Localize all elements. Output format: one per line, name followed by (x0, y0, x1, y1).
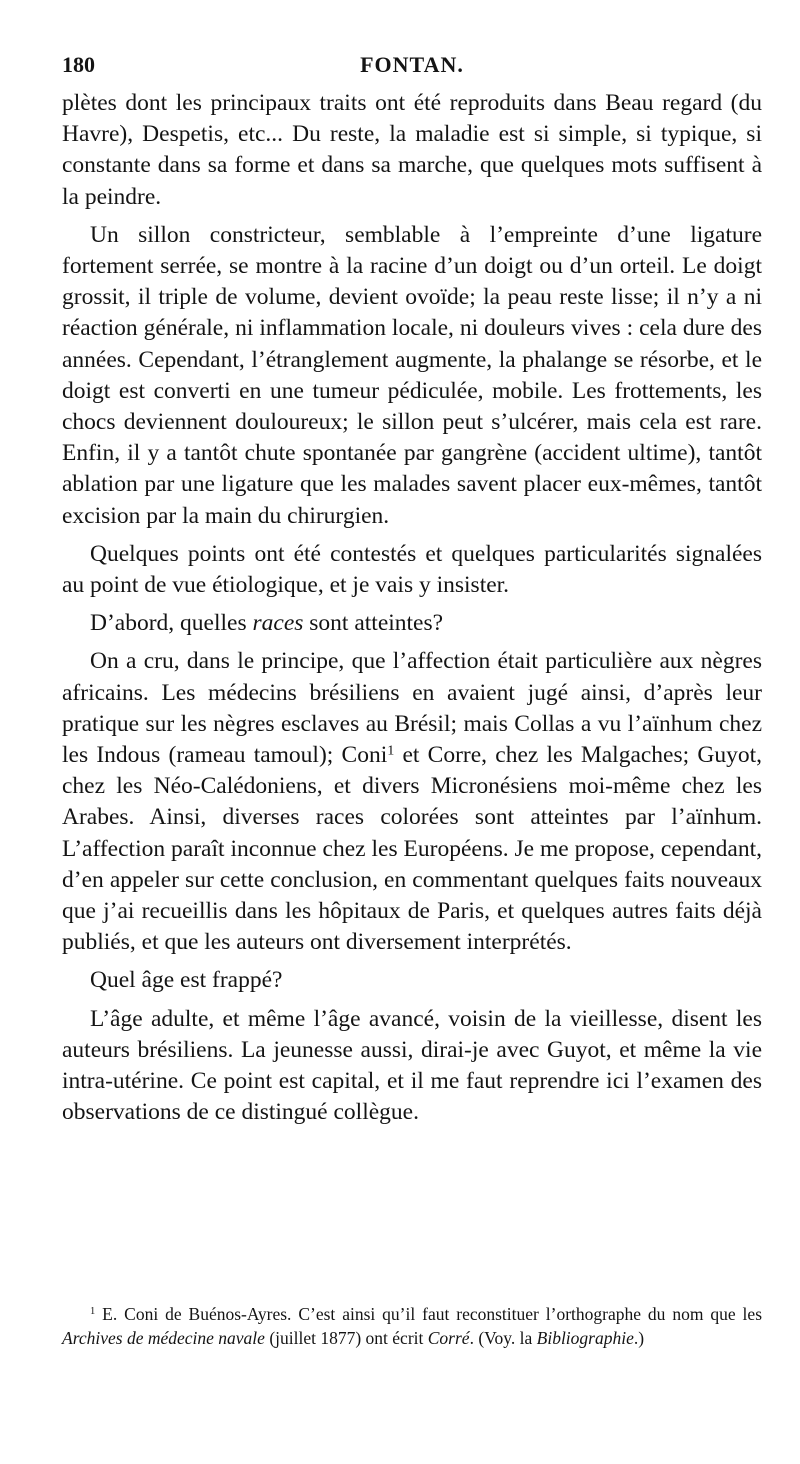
paragraph (62, 965, 762, 996)
text-run: Quel âge est frappé? (90, 967, 283, 994)
text-run: L’âge adulte, et même l’âge avancé, voisin de la vieillesse, disent les auteurs brésiliens. La jeunesse aussi, dirai-je avec Guyot, et même la vie intra-utérine. Ce point est capital, et il me faut reprendre ici l’examen des observations de ce distingué collègue. (62, 1005, 762, 1126)
text-run: et Corre, chez les Malgaches; Guyot, chez les Néo-Calédoniens, et divers Micronésiens moi-même chez les Arabes. Ainsi, diverses races colorées sont atteintes par l’aïnhum. L’affection paraît inconnue chez les Européens. Je me propose, cependant, d’en appeler sur cette conclusion, en commentant quelques faits nouveaux que j’ai recueillis dans les hôpitaux de Paris, et quelques autres faits déjà publiés, et que les auteurs ont diversement interprétés. (62, 742, 762, 956)
text-run: .) (633, 1328, 645, 1348)
body-text (62, 88, 762, 1129)
italic-text: races (252, 610, 304, 637)
text-run: On a cru, dans le principe, que l’affection était particulière aux nègres africains. Les médecins brésiliens en avaient jugé ainsi, d’après leur pratique sur les nègres esclaves au Brésil; mais Collas a vu l’aïnhum chez les Indous (rameau tamoul); Coni (62, 648, 762, 769)
page-number: 180 (62, 52, 95, 77)
page-header (62, 52, 762, 82)
text-run: . (Voy. la (469, 1328, 537, 1348)
text-run: Quelques points ont été contestés et quelques particularités signalées au point de vue étiologique, et je vais y insister. (62, 540, 762, 599)
text-run: E. Coni de Buénos-Ayres. C’est ainsi qu’il faut reconstituer l’orthographe du nom que les (95, 1304, 762, 1324)
text-run: (juillet 1877) ont écrit (264, 1328, 428, 1348)
paragraph (62, 88, 762, 213)
text-run: Un sillon constricteur, semblable à l’empreinte d’une ligature fortement serrée, se montre à la racine d’un doigt ou d’un orteil. Le doigt grossit, il triple de volume, devient ovoïde; la peau reste lisse; il n’y a ni réaction générale, ni inflammation locale, ni douleurs vives : cela dure des années. Cependant, l’étranglement augmente, la phalange se résorbe, et le doigt est converti en une tumeur pédiculée, mobile. Les frottements, les chocs deviennent douloureux; le sillon peut s’ulcérer, mais cela est rare. Enfin, il y a tantôt chute spontanée par gangrène (accident ultime), tantôt ablation par une ligature que les malades savent placer eux-mêmes, tantôt excision par la main du chirurgien. (62, 221, 762, 529)
footnotes (62, 1302, 762, 1350)
text-run: plètes dont les principaux traits ont été reproduits dans Beau regard (du Havre), Despetis, etc... Du reste, la maladie est si simple, si typique, si constante dans sa forme et dans sa marche, que quelques mots suffisent à la peindre. (62, 90, 762, 210)
paragraph (62, 539, 762, 601)
italic-text: Bibliographie (536, 1328, 634, 1348)
paragraph (62, 220, 762, 532)
text-run: D’abord, quelles (90, 610, 253, 637)
footnote-marker: 1 (387, 742, 395, 759)
italic-text: Archives de médecine navale (62, 1328, 265, 1348)
paragraph (62, 1004, 762, 1129)
footnote-marker: 1 (90, 1306, 96, 1318)
footnote (62, 1302, 762, 1350)
text-run: sont atteintes? (303, 610, 444, 637)
paragraph (62, 608, 762, 639)
running-title: FONTAN. (360, 52, 464, 77)
paragraph (62, 646, 762, 958)
italic-text: Corré (427, 1328, 470, 1348)
